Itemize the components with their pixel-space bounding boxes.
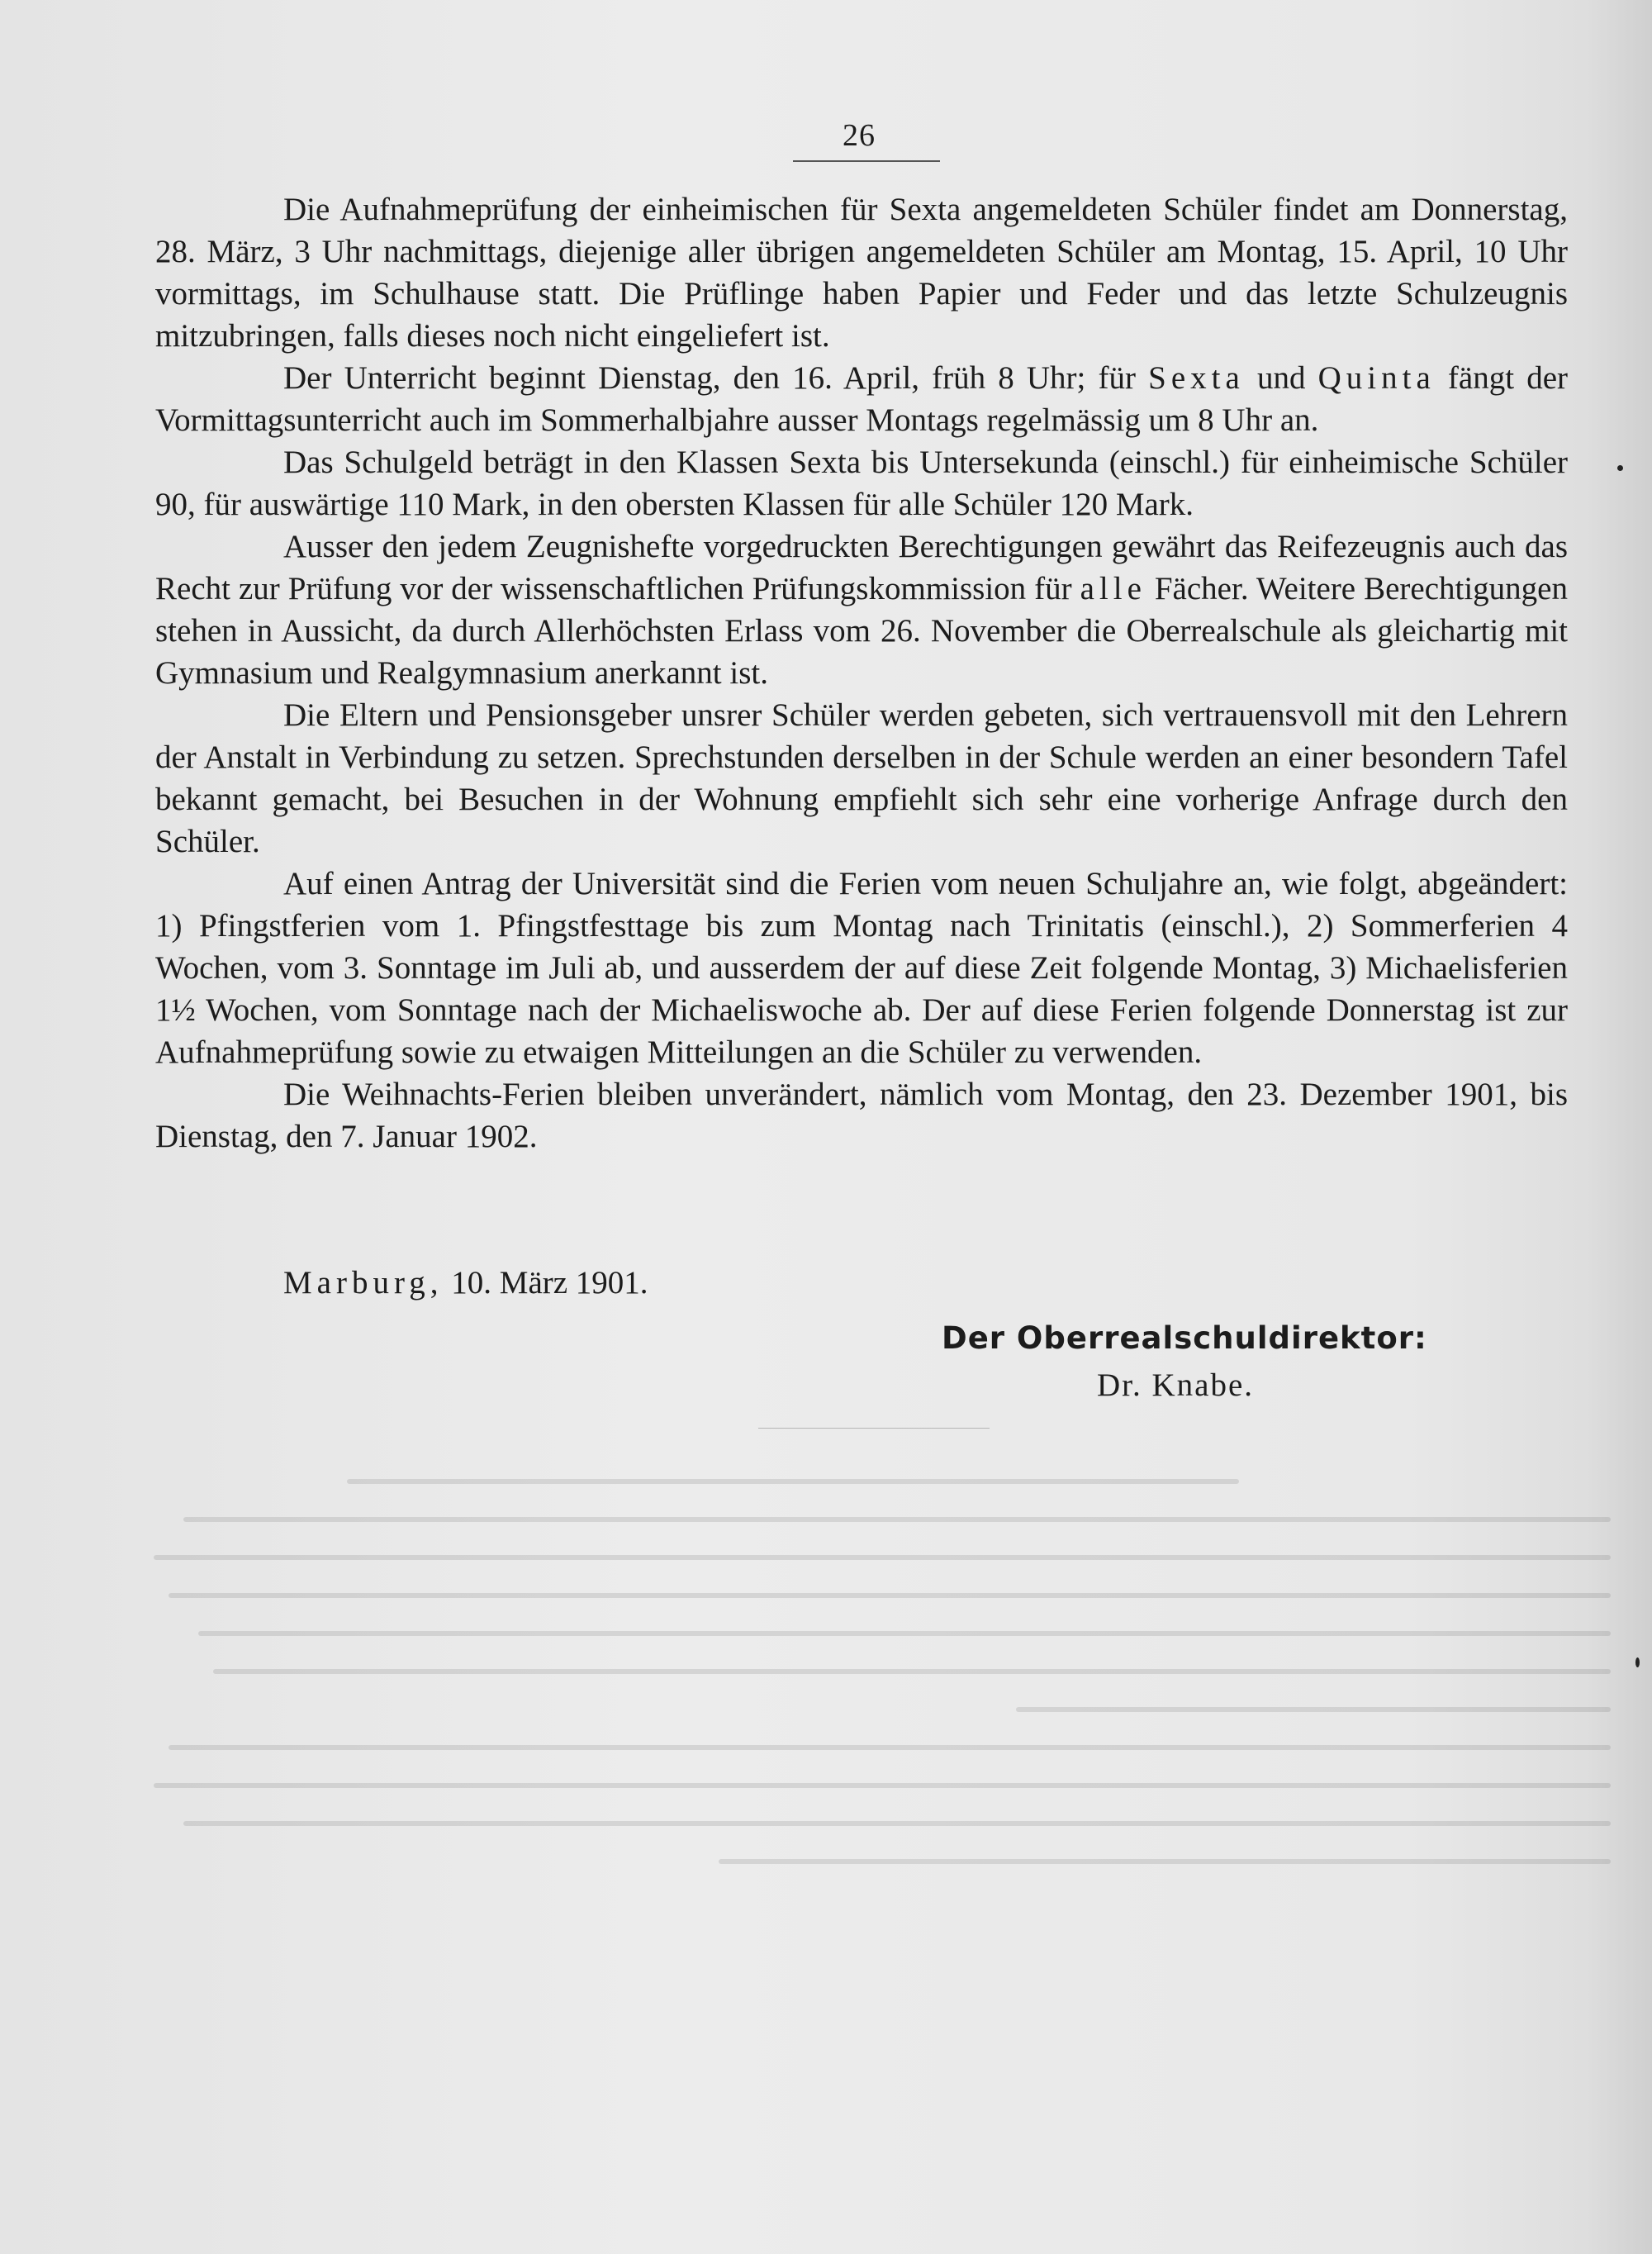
- speck-mark: [1617, 465, 1623, 471]
- signature-title: Der Oberrealschuldirektor:: [942, 1320, 1427, 1356]
- alle-spaced: alle: [1080, 571, 1146, 606]
- speck-mark: [1635, 1657, 1640, 1667]
- body-text: [155, 188, 1568, 1158]
- lessons-start-text-2: und: [1244, 360, 1318, 396]
- page-number-rule: [793, 160, 940, 162]
- dateline: [283, 1262, 648, 1304]
- sexta-spaced: Sexta: [1148, 360, 1245, 396]
- section-divider: [758, 1428, 990, 1429]
- dateline-place: Marburg,: [283, 1265, 444, 1301]
- entitlements-text-1: Ausser den jedem Zeugnishefte vorgedruckten Berechtigungen gewährt das Reifezeugnis auch das Recht zur Prüfung vor der wissenschaftlichen Prüfungskommission für: [155, 529, 1568, 606]
- quinta-spaced: Quinta: [1317, 360, 1436, 396]
- lessons-start-text-3: fängt der Vormittagsunterricht auch im Sommerhalbjahre ausser Montags regelmässig um 8 Uhr an.: [155, 360, 1569, 438]
- lessons-start-text-1: Der Unterricht beginnt Dienstag, den 16. April, früh 8 Uhr; für: [283, 360, 1149, 396]
- paragraph-school-fees: Das Schulgeld beträgt in den Klassen Sexta bis Untersekunda (einschl.) für einheimische Schüler 90, für auswärtige 110 Mark, in den obersten Klassen für alle Schüler 120 Mark.: [155, 445, 1568, 522]
- paragraph-parents: Die Eltern und Pensionsgeber unsrer Schüler werden gebeten, sich vertrauensvoll mit den Lehrern der Anstalt in Verbindung zu setzen. Sprechstunden derselben in der Schule werden an einer besondern Tafel bekannt gemacht, bei Besuchen in der Wohnung empfiehlt sich sehr eine vorherige Anfrage durch den Schüler.: [155, 697, 1568, 859]
- paragraph-christmas: Die Weihnachts-Ferien bleiben unverändert, nämlich vom Montag, den 23. Dezember 1901, bis Dienstag, den 7. Januar 1902.: [155, 1077, 1568, 1154]
- paragraph-admission-exam: Die Aufnahmeprüfung der einheimischen für Sexta angemeldeten Schüler findet am Donnerstag, 28. März, 3 Uhr nachmittags, diejenige aller übrigen angemeldeten Schüler am Montag, 15. April, 10 Uhr vormittags, im Schulhause statt. Die Prüflinge haben Papier und Feder und das letzte Schulzeugnis mitzubringen, falls dieses noch nicht eingeliefert ist.: [155, 192, 1568, 354]
- dateline-date: 10. März 1901.: [443, 1265, 648, 1301]
- signature-name: Dr. Knabe.: [1097, 1367, 1255, 1403]
- paragraph-entitlements: [155, 525, 1568, 694]
- paragraph-holidays: Auf einen Antrag der Universität sind die Ferien vom neuen Schuljahre an, wie folgt, abgeändert: 1) Pfingstferien vom 1. Pfingstfesttage bis zum Montag nach Trinitatis (einschl.), 2) Sommerferien 4 Wochen, vom 3. Sonntage im Juli ab, und ausserdem der auf diese Zeit folgende Montag, 3) Michaelisferien 1½ Wochen, vom Sonntage nach der Michaeliswoche ab. Der auf diese Ferien folgende Donnerstag ist zur Aufnahmeprüfung sowie zu etwaigen Mitteilungen an die Schüler zu verwenden.: [155, 866, 1568, 1070]
- paragraph-lessons-start: [155, 357, 1568, 441]
- show-through-texture: [124, 1479, 1611, 1975]
- page-number: 26: [843, 118, 876, 153]
- entitlements-text-2: Fächer. Weitere Berechtigungen stehen in Aussicht, da durch Allerhöchsten Erlass vom 26. November die Oberrealschule als gleichartig mit Gymnasium und Realgymnasium anerkannt ist.: [155, 571, 1568, 691]
